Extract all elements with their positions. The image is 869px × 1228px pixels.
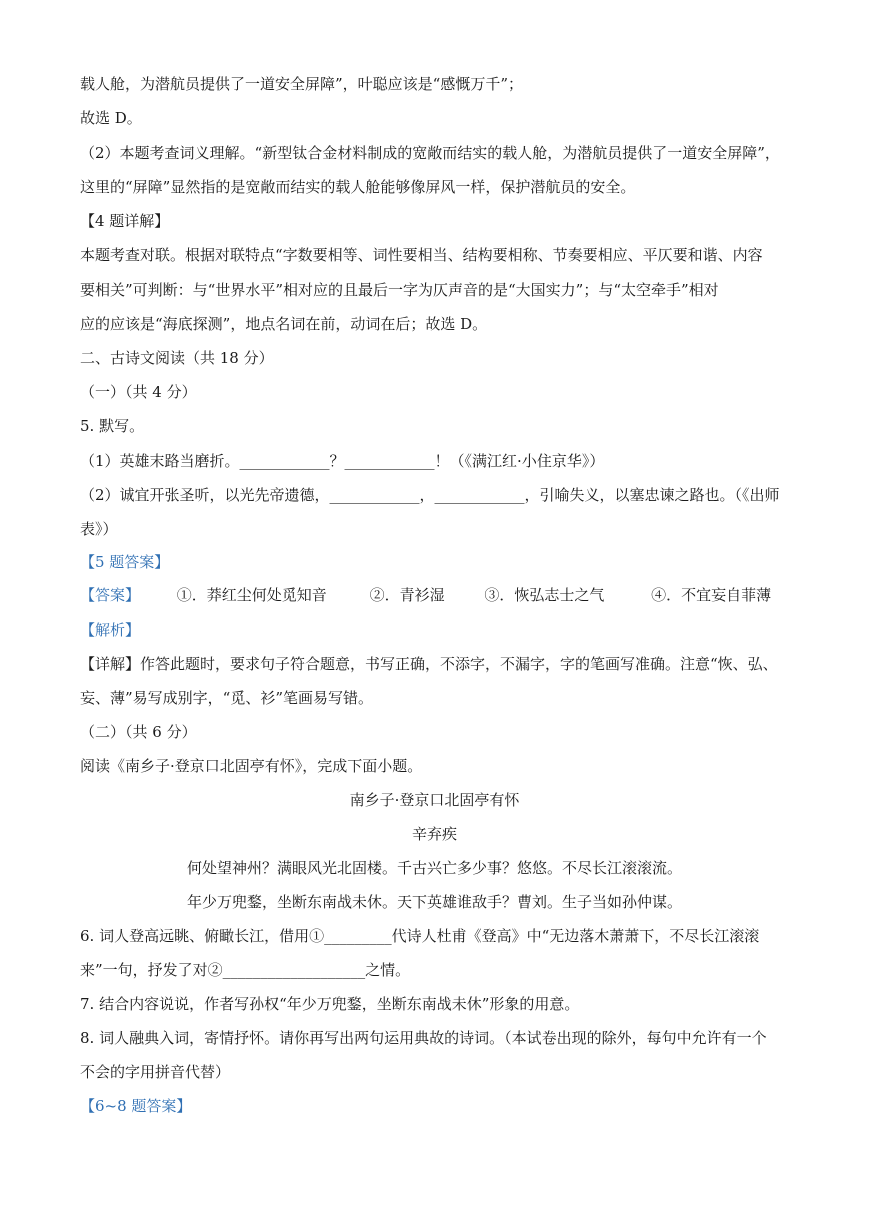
- text-line: 本题考查对联。根据对联特点“字数要相等、词性要相当、结构要相称、节奏要相应、平仄要和谐、内容: [80, 246, 763, 264]
- poem-line: 何处望神州？满眼风光北固楼。千古兴亡多少事？悠悠。不尽长江滚滚流。: [186, 859, 682, 877]
- text-line: 【详解】作答此题时，要求句子符合题意，书写正确，不添字，不漏字，字的笔画写准确。注意“恢、弘、: [80, 655, 778, 673]
- text-line: 表》）: [80, 520, 118, 538]
- text-line: 故选 D。: [80, 109, 142, 127]
- question-8: 8. 词人融典入词，寄情抒怀。请你再写出两句运用典故的诗词。（本试卷出现的除外，每句中允许有一个: [80, 1029, 767, 1047]
- answer-item: ②．青衫湿: [369, 586, 445, 604]
- text-line: 这里的“屏障”显然指的是宽敞而结实的载人舱能够像屏风一样，保护潜航员的安全。: [80, 178, 636, 196]
- text-line: 来”一句，抒发了对②___________________之情。: [80, 961, 411, 979]
- analysis-heading: 【解析】: [80, 621, 141, 639]
- text-line: 不会的字用拼音代替）: [80, 1063, 231, 1081]
- text-line: 应的应该是“海底探测”，地点名词在前，动词在后；故选 D。: [80, 315, 488, 333]
- question-7: 7. 结合内容说说，作者写孙权“年少万兜鍪，坐断东南战未休”形象的用意。: [80, 995, 580, 1013]
- section-heading: 二、古诗文阅读（共 18 分）: [80, 349, 274, 367]
- answer-row: [80, 585, 771, 605]
- answer-label: 【答案】: [80, 586, 141, 604]
- answer-heading-6-8: 【6~8 题答案】: [80, 1097, 192, 1115]
- text-line: （2）本题考查词义理解。“新型钛合金材料制成的宽敞而结实的载人舱，为潜航员提供了一道安全屏障”，: [80, 144, 780, 162]
- poem-line: 年少万兜鍪，坐断东南战未休。天下英雄谁敌手？曹刘。生子当如孙仲谋。: [186, 893, 682, 911]
- question-6: 6. 词人登高远眺、俯瞰长江，借用①_________代诗人杜甫《登高》中“无边落木萧萧下，不尽长江滚滚: [80, 927, 760, 945]
- answer-heading-5: 【5 题答案】: [80, 553, 170, 571]
- answer-item: ①．莽红尘何处觅知音: [176, 586, 327, 604]
- section-heading: （一）（共 4 分）: [80, 383, 197, 401]
- text-line: 妄、薄”易写成别字，“觅、衫”笔画易写错。: [80, 689, 374, 707]
- text-line: 阅读《南乡子·登京口北固亭有怀》，完成下面小题。: [80, 757, 423, 775]
- section-heading: 【4 题详解】: [80, 212, 170, 230]
- text-line: 载人舱，为潜航员提供了一道安全屏障”，叶聪应该是“感慨万千”；: [80, 75, 524, 93]
- answer-item: ③．恢弘志士之气: [484, 586, 605, 604]
- question-5-2: （2）诚宜开张圣听，以光先帝遗德，____________，____________，引喻失义，以塞忠谏之路也。（《出师: [80, 486, 780, 504]
- question-5-1: （1）英雄末路当磨折。____________？____________！（《满江红·小住京华》）: [80, 452, 605, 470]
- answer-item: ④．不宜妄自菲薄: [651, 586, 772, 604]
- poem-author: 辛弃疾: [411, 825, 457, 843]
- poem-title: 南乡子·登京口北固亭有怀: [349, 791, 520, 809]
- section-heading: （二）（共 6 分）: [80, 723, 197, 741]
- question-5: 5. 默写。: [80, 417, 145, 435]
- text-line: 要相关”可判断：与“世界水平”相对应的且最后一字为仄声音的是“大国实力”；与“太空牵手”相对: [80, 281, 719, 299]
